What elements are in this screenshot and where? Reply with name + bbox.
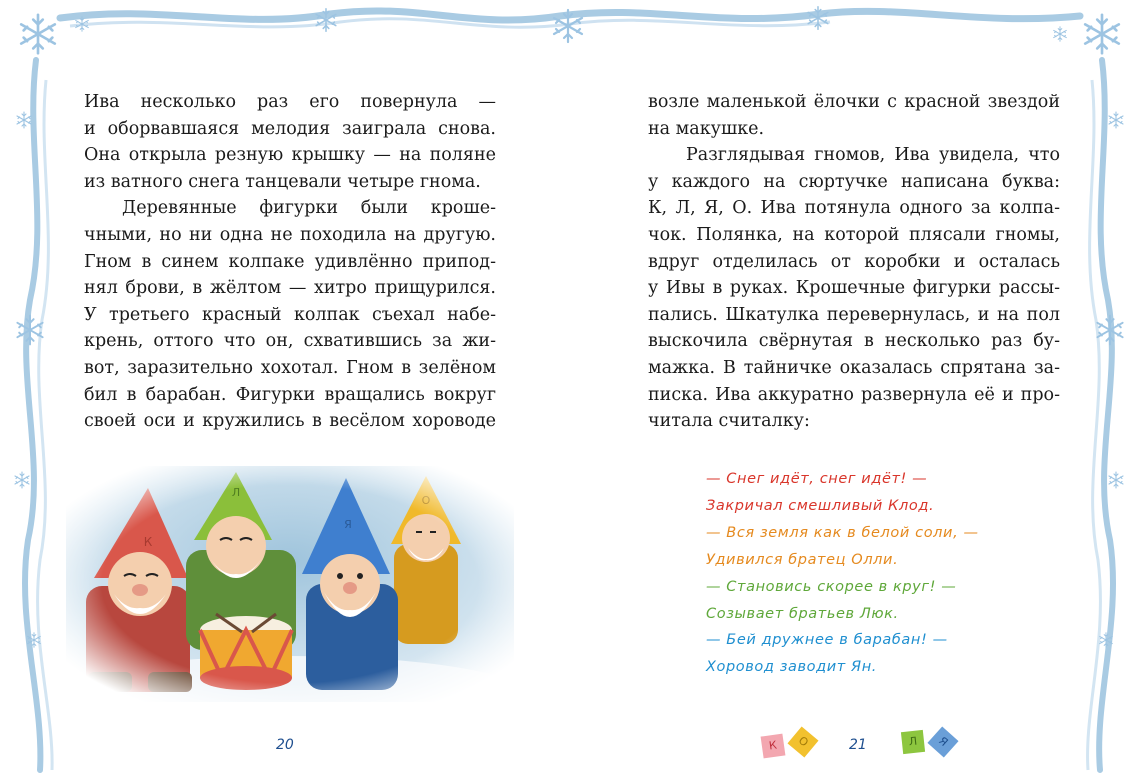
text-line: вдруг отделилась от коробки и осталась (648, 251, 1060, 272)
letter-block: О (788, 727, 819, 758)
poem-line: — Снег идёт, снег идёт! — (706, 471, 928, 487)
text-line: у каждого на сюртучке написана буква: (648, 171, 1060, 192)
poem-line: — Вся земля как в белой соли, — (706, 524, 979, 541)
right-page-text (648, 89, 1060, 435)
letter-block: Я (927, 726, 958, 757)
text-line: на макушке. (648, 118, 765, 139)
page-number-left: 20 (276, 737, 294, 753)
text-line: Разглядывая гномов, Ива увидела, что (686, 145, 1060, 166)
text-line: пались. Шкатулка перевернулась, и на пол (648, 304, 1060, 325)
poem-line: Удивился братец Олли. (706, 551, 899, 568)
left-page-text (84, 89, 496, 435)
text-line: чок. Полянка, на которой плясали гномы, (648, 224, 1060, 245)
text-line: возле маленькой ёлочки с красной звездой (648, 92, 1060, 112)
text-line: читала считалку: (648, 411, 810, 432)
text-line: Деревянные фигурки были кроше- (122, 198, 496, 219)
page-number-right: 21 (849, 737, 867, 753)
poem-line: Хоровод заводит Ян. (706, 659, 878, 676)
text-line: нял брови, в жёлтом — хитро прищурился. (84, 278, 496, 299)
gnomes-illustration (66, 466, 514, 702)
poem-line: — Бей дружнее в барабан! — (706, 632, 948, 649)
text-line: мажка. В тайничке оказалась спрятана за- (648, 357, 1060, 378)
text-line: своей оси и кружились в весёлом хороводе (84, 411, 496, 432)
text-line: и оборвавшаяся мелодия заиграла снова. (84, 118, 496, 139)
text-line: К, Л, Я, О. Ива потянула одного за колпа- (648, 198, 1060, 219)
text-line: Она открыла резную крышку — на поляне (84, 145, 496, 166)
letter-block: К (761, 734, 786, 759)
text-line: вот, заразительно хохотал. Гном в зелёном (84, 357, 496, 378)
text-line: Гном в синем колпаке удивлённо припод- (84, 251, 496, 272)
poem-line: Закричал смешливый Клод. (706, 497, 935, 514)
text-line: из ватного снега танцевали четыре гнома. (84, 171, 481, 192)
text-line: крень, оттого что он, схватившись за жи- (84, 331, 496, 352)
counting-rhyme (706, 466, 979, 681)
letter-block: Л (901, 730, 925, 754)
text-line: У третьего красный колпак съехал набе- (84, 304, 496, 325)
text-line: у Ивы в руках. Крошечные фигурки рассы- (648, 278, 1060, 299)
text-line: выскочила свёрнутая в несколько раз бу- (648, 331, 1060, 352)
text-line: Ива несколько раз его повернула — (84, 92, 496, 112)
poem-line: — Становись скорее в круг! — (706, 578, 957, 595)
text-line: чными, но ни одна не походила на другую. (84, 224, 496, 245)
poem-line: Созывает братьев Люк. (706, 605, 899, 622)
text-line: бил в барабан. Фигурки вращались вокруг (84, 384, 496, 405)
text-line: писка. Ива аккуратно развернула её и про- (648, 384, 1060, 405)
